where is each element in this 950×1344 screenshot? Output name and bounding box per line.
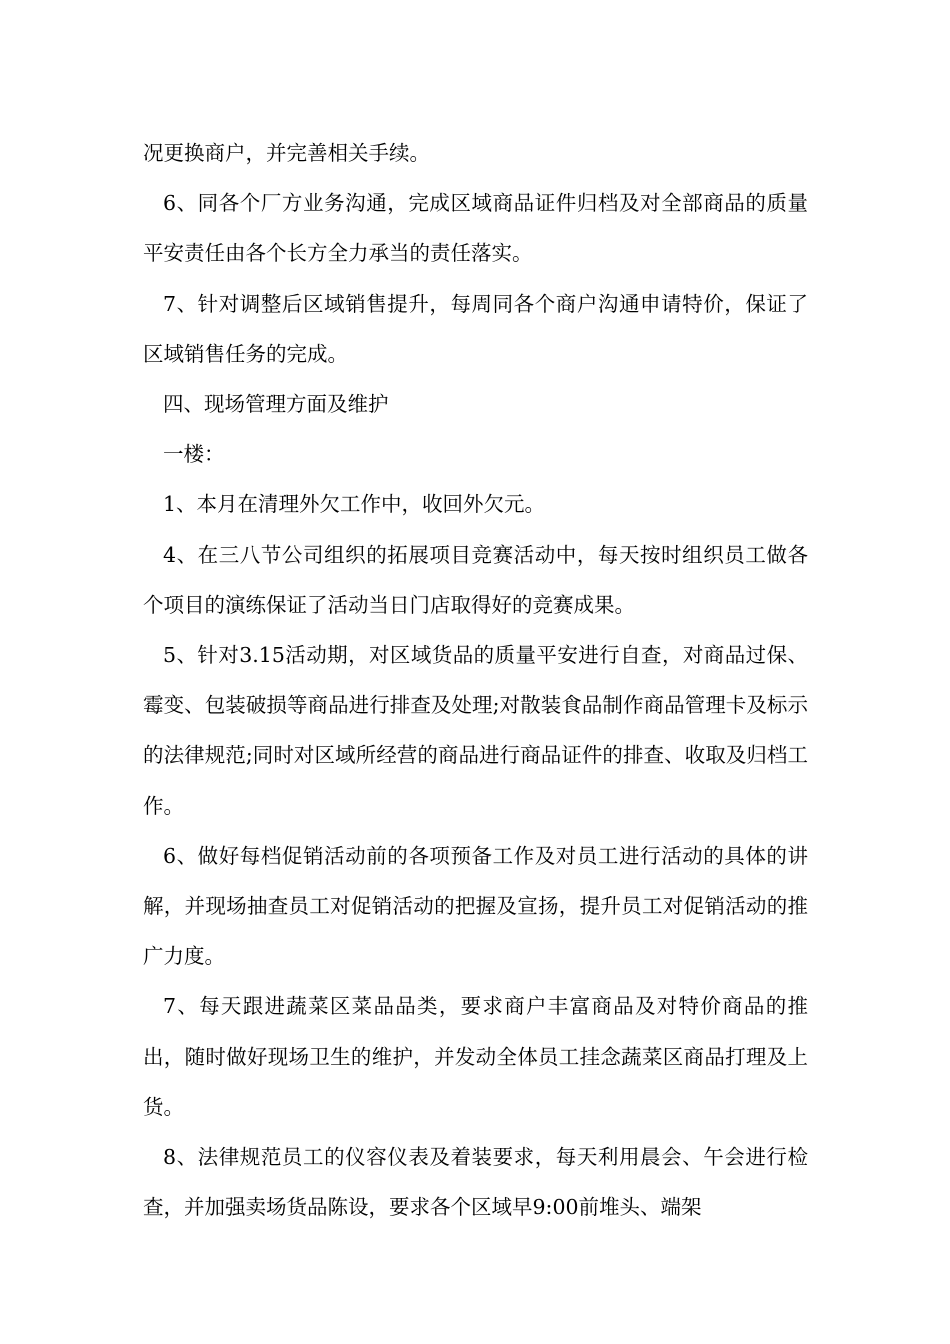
paragraph-item-6-promotion: 6、做好每档促销活动前的各项预备工作及对员工进行活动的具体的讲解，并现场抽查员工对促销活动的把握及宣扬，提升员工对促销活动的推广力度。 — [143, 843, 808, 969]
subheading-first-floor: 一楼： — [163, 442, 225, 467]
paragraph-item-4-competition: 4、在三八节公司组织的拓展项目竞赛活动中，每天按时组织员工做各个项目的演练保证了活动当日门店取得好的竞赛成果。 — [143, 542, 808, 617]
paragraph-item-6-vendor: 6、同各个厂方业务沟通，完成区域商品证件归档及对全部商品的质量平安责任由各个长方全力承当的责任落实。 — [143, 191, 808, 266]
paragraph-item-5-quality: 5、针对3.15活动期，对区域货品的质量平安进行自查，对商品过保、霉变、包装破损等商品进行排查及处理;对散装食品制作商品管理卡及标示的法律规范;同时对区域所经营的商品进行商品证件的排查、收取及归档工作。 — [143, 643, 808, 818]
paragraph-continuation: 况更换商户，并完善相关手续。 — [143, 141, 430, 165]
paragraph-item-7-vegetables: 7、每天跟进蔬菜区菜品品类，要求商户丰富商品及对特价商品的推出，随时做好现场卫生的维护，并发动全体员工挂念蔬菜区商品打理及上货。 — [143, 994, 808, 1119]
section-heading-site-management: 四、现场管理方面及维护 — [163, 392, 389, 417]
document-body — [143, 128, 808, 1232]
paragraph-item-8-grooming: 8、法律规范员工的仪容仪表及着装要求，每天利用晨会、午会进行检查，并加强卖场货品陈设，要求各个区域早9:00前堆头、端架 — [143, 1145, 808, 1220]
paragraph-item-1-arrears: 1、本月在清理外欠工作中，收回外欠元。 — [163, 492, 546, 517]
paragraph-item-7-sales: 7、针对调整后区域销售提升，每周同各个商户沟通申请特价，保证了区域销售任务的完成。 — [143, 291, 808, 366]
